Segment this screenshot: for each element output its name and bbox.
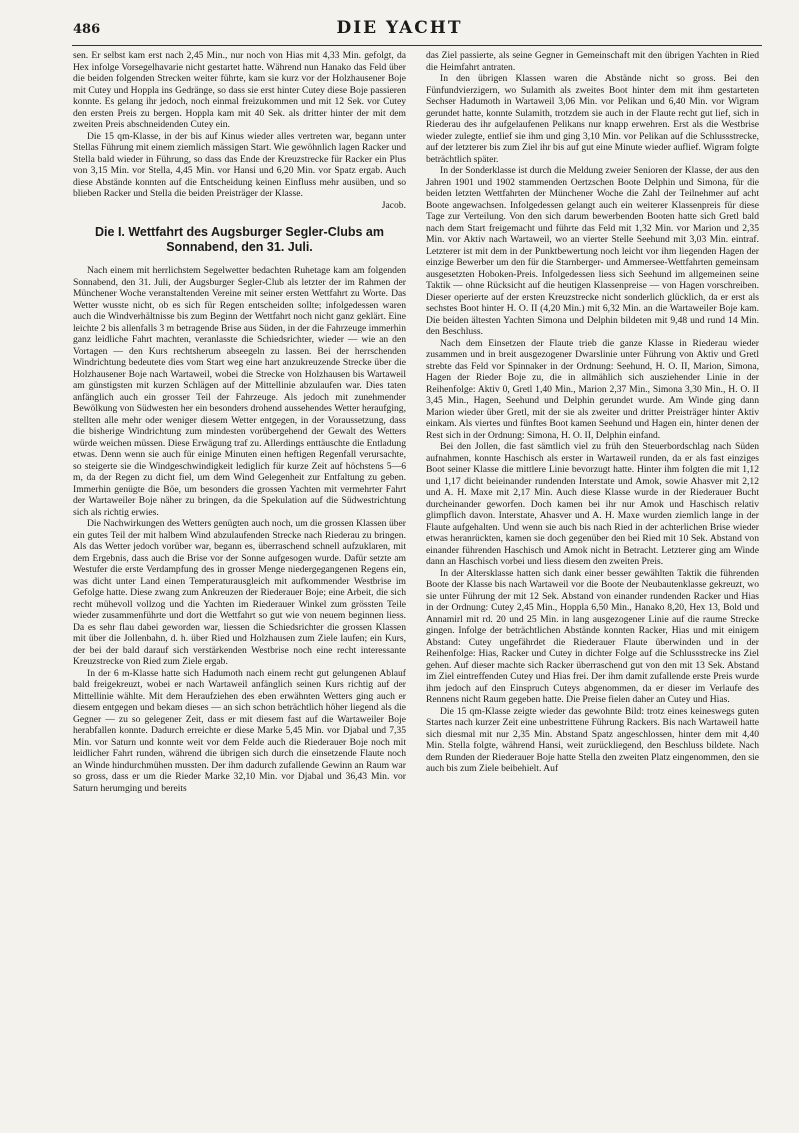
paragraph: Die 15 qm-Klasse, in der bis auf Kinus wieder alles vertreten war, begann unter Stellas Führung mit einem ziemlich mässigen Start. Wie gewöhnlich lagen Racker und Stella bald wieder in Führung, so dass das Ende der Kreuzstrecke für Racker ein Plus von 3,15 Min. vor Stella, 4,45 Min. vor Hansi und 6,20 Min. vor Spatz ergab. Auch diese Abstände konnten auf die Entscheidung keinen Einfluss mehr ausüben, und so blieben Racker und Stella die beiden Preisträger der Klasse. bbox=[73, 130, 406, 199]
paragraph: Die 15 qm-Klasse zeigte wieder das gewohnte Bild: trotz eines keineswegs guten Startes nach kurzer Zeit eine unbestrittene Führung Rackers. Bis nach Wartaweil hatte sich diesmal mit nur 2,35 Min. Abstand Spatz angeschlossen, hinter dem mit 4,40 Min. Stella folgte, während Hansi, weit zurückliegend, den Beschluss bildete. Nach dem Runden der Riederauer Boje hatte Stella den zweiten Platz eingenommen, den sie auch bis zum Ziele beibehielt. Auf bbox=[426, 705, 759, 774]
paragraph: sen. Er selbst kam erst nach 2,45 Min., nur noch von Hias mit 4,33 Min. gefolgt, da Hex infolge Vorsegelhavarie nicht gestartet hatte. Während nun Hanako das Feld über die beiden folgenden Strecken weiter führte, kam sie kurz vor der Holzhausener Boje mit Cutey und Hoppla ins Gedränge, so dass sie erst hinter Cutey diese Boje passieren konnte. Es gelang ihr jedoch, noch einmal freizukommen und mit 12 Sek. vor Cutey den ersten Preis zu bergen. Hoppla kam mit 40 Sek. als dritter hinter der mit dem zweiten Preis abschneidenden Cutey ein. bbox=[73, 50, 406, 130]
header-rule bbox=[72, 45, 762, 46]
paragraph: Nach dem Einsetzen der Flaute trieb die ganze Klasse in Riederau wieder zusammen und in breit ausgezogener Dwarslinie unter Führung von Aktiv und Gretl strebte das Feld vor Spinnaker in der Ordnung: Seehund, H. O. II, Marion, Simona, Hagen der Rieder Boje zu, die in allmählich sich ausziehender Linie in der Reihenfolge: Aktiv 0, Gretl 1,40 Min., Marion 2,37 Min., Simona 3,30 Min., H. O. II 3,45 Min., Hagen, Seehund und Delphin gerundet wurde. Am Winde ging dann Marion wieder über Gretl, mit der sie als zweiter und dritter Preisträger hinter Aktiv einkam. Als viertes und fünftes Boot kamen Seehund und Hagen ein, hinter denen der Rest sich in der Ordnung: Simona, H. O. II, Delphin einfand. bbox=[426, 337, 759, 441]
paragraph: Die Nachwirkungen des Wetters genügten auch noch, um die grossen Klassen über ein gutes Teil der mit halbem Wind abzulaufenden Strecke nach Riederau zu bringen. Als das Wetter jedoch vorüber war, begann es, überraschend schnell aufzuklaren, mit dem Ergebnis, dass auch die Brise vor der Sonne aufgesogen wurde. Dafür setzte am Westufer die erste Verdampfung des in grosser Menge niedergegangenen Regens ein, was dicht unter Land einen Temperaturausgleich mit aufkommender Westbrise im Gefolge hatte. Diese zwang zum Ankreuzen der Riederauer Boje; eine Arbeit, die sich recht mühevoll vollzog und die Yachten im Riederauer Winkel zum grössten Teile wieder zusammenführte und dort die Wettfahrt so gut wie von neuem beginnen liess. Da es sehr flau dabei geworden war, liessen die Schiedsrichter die grossen Klassen mit über die Jollenbahn, d. h. über Ried und Holzhausen zum Ziele laufen; ein Kurs, der bei der bald darauf sich verstärkenden Westbrise noch eine recht interessante Kreuzstrecke von Ried zum Ziele ergab. bbox=[73, 518, 406, 667]
left-column bbox=[73, 50, 406, 1120]
paragraph: In der Altersklasse hatten sich dank einer besser gewählten Taktik die führenden Boote der Klasse bis nach Wartaweil vor die Boote der Neubautenklasse gekreuzt, wo sie unter Führung der mit 12 Sek. Abstand von einander rundenden Racker und Hias in der Ordnung: Cutey 2,45 Min., Hoppla 6,50 Min., Hanako 8,20, Hex 13, Bold und Annamirl mit rd. 20 und 25 Min. in lang ausgezogener Linie auf die raume Strecke gingen. Infolge der beträchtlichen Abstände konnten Racker, Hias und mit einigem Abstand: Cutey ungefährdet die Riederauer Flaute überwinden und in der Reihenfolge: Hias, Racker und Cutey in dichter Folge auf die Schlussstrecke ins Ziel gehen. Auf dieser machte sich Racker überraschend gut von den mit 13 Sek. Abstand im Ziel eintreffenden Cutey und Hias frei. Der ihm damit zufallende erste Preis wurde ihm jedoch auf den Einspruch Cuteys abgenommen, da er dieser im Verlaufe des Rennens nicht Raum gegeben hatte. Die Preise fielen daher an Cutey und Hias. bbox=[426, 567, 759, 705]
paragraph: In den übrigen Klassen waren die Abstände nicht so gross. Bei den Fünfundvierzigern, wo Sulamith als zweites Boot hinter dem mit ihm gestarteten Sechser Hadumoth in Wartaweil 3,06 Min. vor Pelikan und 6,40 Min. vor Wigram gerundet hatte, konnte Sulamith, trotzdem sie auch in der Flaute recht gut lief, sich in Riederau des ihr aufgelaufenen Pelikans nur knapp erwehren. Erst als die Westbrise wieder zulegte, entlief sie ihm und ging 3,10 Min. vor Pelikan auf die Schlussstrecke, auf der letzterer bis zum Ziel ihr bis auf gut eine Minute wieder auflief. Wigram folgte beträchtlich später. bbox=[426, 73, 759, 165]
author-signature: Jacob. bbox=[381, 199, 406, 211]
right-column bbox=[426, 50, 759, 1120]
paragraph: In der 6 m-Klasse hatte sich Hadumoth nach einem recht gut gelungenen Ablauf bald freigekreuzt, wobei er nach Wartaweil anfänglich seinen Kurs richtig auf der Mittellinie wählte. Mit dem Heraufziehen des eben erwähnten Wetters ging auch er diesem entgegen und bekam dieses — an sich schon beträchtlich höher liegend als die Gegner — zu so gelegener Zeit, dass er mit diesem fast auf die Wartaweiler Boje herabfallen konnte. Dadurch erreichte er diese Marke 5,45 Min. vor Djabal und 7,35 Min. vor Saturn und konnte weit vor dem Felde auch die Riederauer Boje noch mit leidlicher Fahrt runden, während die übrigen sich durch die einsetzende Flaute noch an Winde hindurchmühen mussten. Der ihm dadurch zufallende Gewinn an Raum war so gross, dass er um die Rieder Marke 32,10 Min. vor Djabal und 36,43 Min. vor Saturn herumging und bereits bbox=[73, 667, 406, 794]
paragraph: In der Sonderklasse ist durch die Meldung zweier Senioren der Klasse, der aus den Jahren 1901 und 1902 stammenden Oertzschen Boote Delphin und Simona, für die beiden letzten Wettfahrten der Münchener Woche die Zahl der Teilnehmer auf acht Boote angewachsen. Infolgedessen gelangt auch ein weiterer Klassenpreis für diese Tage zur Verteilung. Von den sich darum bewerbenden Booten hatte sich Gretl bald nach dem Start freigemacht und führte das Feld mit 1,32 Min. vor Marion und 2,35 Min. vor Aktiv nach Wartaweil, wo an vierter Stelle Seehund mit 3,03 Min. eintraf. Letzterer ist mit dem in der Punktbewertung noch leicht vor ihm liegenden Hagen der einzige Bewerber um den für die Starnberger- und Ammersee-Wettfahrten gemeinsam ausgesetzten Hoboken-Preis. Infolgedessen liess sich Seehund im allgemeinen seine Taktik — ohne Rücksicht auf die heutigen Klassenpreise — von Hagen vorschreiben. Dieser operierte auf der ersten Kreuzstrecke nicht sonderlich glücklich, da er erst als sechstes Boot hinter H. O. II (4,20 Min.) mit 6,32 Min. an die Wartaweiler Boje kam. Die beiden ältesten Yachten Simona und Delphin bildeten mit 9,48 und rund 14 Min. den Beschluss. bbox=[426, 165, 759, 337]
article-heading: Die I. Wettfahrt des Augsburger Segler-Clubs am Sonnabend, den 31. Juli. bbox=[95, 225, 384, 254]
running-title: DIE YACHT bbox=[336, 18, 463, 38]
paragraph: Bei den Jollen, die fast sämtlich viel zu früh den Steuerbordschlag nach Süden aufnahmen, konnte Haschisch als erster in Wartaweil runden, da er als fast einziges Boot seiner Klasse die mittlere Linie bevorzugt hatte. Hinter ihm folgten die mit 1,12 und 1,17 dicht beieinander rundenden Interstate und Amok, sowie Ahasver mit 2,12 und A. H. Maxe mit 2,17 Min. Auch diese Klasse wurde in der Riederauer Bucht durcheinander geworfen. Doch kamen bei ihr nur Amok und Haschisch relativ glimpflich davon. Interstate, Ahasver und A. H. Maxe wurden ziemlich lange in der Flaute aufgehalten. Und wenn sie auch bis nach Ried in der achterlichen Brise wieder etwas heranrückten, kamen sie doch gegenüber den bei Ried mit 10 Sek. Abstand von einander führenden Haschisch und Amok nicht in Betracht. Letzterer ging am Winde dann an Haschisch vorbei und liess diesem den zweiten Preis. bbox=[426, 441, 759, 567]
paragraph: das Ziel passierte, als seine Gegner in Gemeinschaft mit den übrigen Yachten in Ried die Heimfahrt antraten. bbox=[426, 50, 759, 73]
paragraph: Nach einem mit herrlichstem Segelwetter bedachten Ruhetage kam am folgenden Sonnabend, den 31. Juli, der Augsburger Segler-Club als letzter der im Rahmen der Münchener Woche veranstaltenden Vereine mit seiner ersten Wettfahrt zu Worte. Das Wetter wusste nicht, ob es sich für Regen entscheiden sollte; infolgedessen waren auch die Windverhältnisse bis zum Beginn der Wettfahrt noch nicht ganz geklärt. Eine leichte 2 bis allenfalls 3 m betragende Brise aus Süden, in der die Fahrzeuge immerhin ganz leidliche Fahrt machten, veranlasste die Schiedsrichter, wieder — wie an den Vortagen — den Kurs rechtsherum abseegeln zu lassen. Bei der herrschenden Windrichtung bedeutete dies vom Start weg eine hart anzukreuzende Strecke über die Holzhausener Boje nach Wartaweil, wobei die Strecke von Holzhausen bis Wartaweil am günstigsten mit kurzen Schlägen auf der Mittellinie abzulaufen war. Dies taten anfänglich auch ein grosser Teil der Fahrzeuge. Als jedoch mit zunehmender Bewölkung von Südwesten her ein besonders drohend aussehendes Wetter heraufging, stellten alle mehr oder weniger diesem Wetter entgegen, in der Voraussetzung, dass die bisherige Windrichtung zum mindesten vorübergehend der Gewalt des Wetters würde weichen müssen. Diese Erwägung traf zu. Allerdings enttäuschte die Entladung etwas. Denn wenn sie auch für einige Minuten einen heftigen Regenfall verursachte, so steigerte sie die Windgeschwindigkeit lediglich für kurze Zeit auf höchstens 5—6 m, da der Regen zu dicht fiel, um dem Wind Gelegenheit zur Entfaltung zu geben. Immerhin genügte die Böe, um besonders die grossen Yachten mit vermehrter Fahrt der Wartaweiler Boje näher zu bringen, da die Spekulation auf die Südwestrichtung sich als richtig erwies. bbox=[73, 265, 406, 518]
page-number: 486 bbox=[73, 22, 101, 37]
